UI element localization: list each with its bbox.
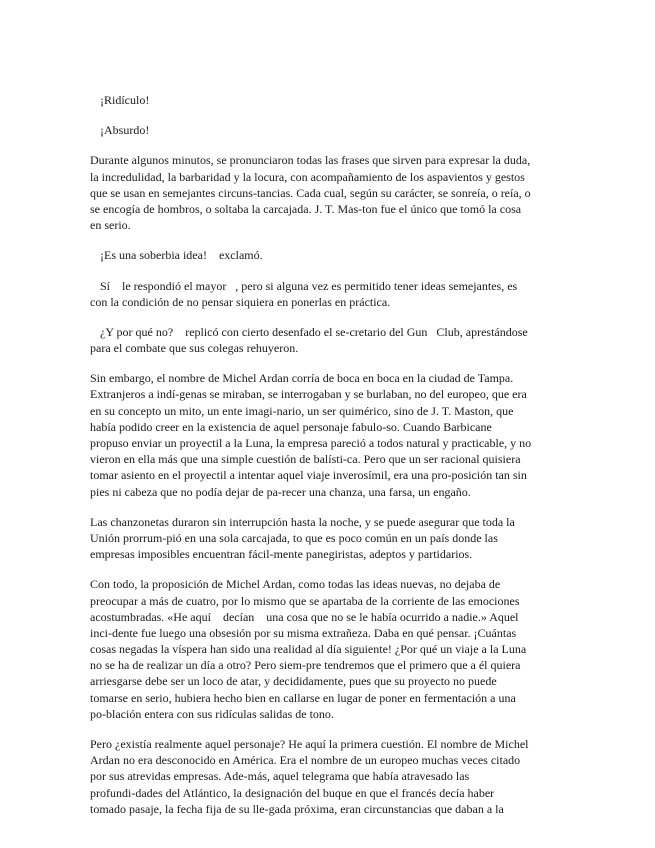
- text-line: cosas negadas la víspera han sido una realidad al día siguiente! ¿Por qué un viaje a la Luna: [90, 642, 527, 657]
- text-line: tomarse en serio, hubiera hecho bien en callarse en lugar de poner en fermentación a una: [90, 690, 516, 705]
- text-line: arriesgarse debe ser un loco de atar, y decididamente, pues que su proyecto no puede: [90, 674, 497, 689]
- text-line: con la condición de no pensar siquiera en ponerlas en práctica.: [90, 294, 391, 309]
- text-line: la incredulidad, la barbaridad y la locura, con acompañamiento de los aspavientos y gestos: [90, 169, 525, 184]
- text-line: ¡Absurdo!: [100, 123, 150, 138]
- paragraph: [90, 278, 562, 310]
- text-line: Las chanzonetas duraron sin interrupción hasta la noche, y se puede asegurar que toda la: [90, 514, 515, 529]
- paragraph: [90, 247, 562, 263]
- text-line: Con todo, la proposición de Michel Ardan, como todas las ideas nuevas, no dejaba de: [90, 577, 501, 592]
- paragraph: [90, 736, 562, 817]
- text-line: Sí le respondió el mayor , pero si alguna vez es permitido tener ideas semejantes, es: [100, 278, 518, 293]
- text-line: propuso enviar un proyectil a la Luna, la empresa pareció a todos natural y practicable, y no: [90, 436, 532, 450]
- paragraph: [90, 92, 562, 108]
- text-line: acostumbradas. «He aquí decían una cosa que no se le había ocurrido a nadie.» Aquel: [90, 609, 519, 624]
- text-line: había podido creer en la existencia de aquel personaje fabulo-so. Cuando Barbicane: [90, 419, 492, 434]
- paragraph: [90, 576, 562, 722]
- text-line: tomado pasaje, la fecha fija de su lle-gada próxima, eran circunstancias que daban a la: [90, 801, 504, 816]
- text-line: po-blación entera con sus ridículas salidas de tono.: [90, 706, 334, 721]
- text-line: que se usan en semejantes circuns-tancias. Cada cual, según su carácter, se sonreía, o reía, o: [90, 185, 531, 200]
- text-line: ¡Ridículo!: [100, 93, 150, 107]
- text-line: tomar asiento en el proyectil a intentar aquel viaje inverosímil, era una pro-posición tan sin: [90, 468, 527, 483]
- text-line: inci-dente fue luego una obsesión por su misma extrañeza. Daba en qué pensar. ¡Cuántas: [90, 625, 517, 640]
- text-line: en serio.: [90, 218, 131, 233]
- paragraph: [90, 370, 562, 500]
- text-line: Sin embargo, el nombre de Michel Ardan corría de boca en boca en la ciudad de Tampa.: [90, 371, 514, 386]
- text-line: se encogía de hombros, o soltaba la carcajada. J. T. Mas-ton fue el único que tomó la cosa: [90, 201, 522, 216]
- text-line: ¡Es una soberbia idea! exclamó.: [100, 248, 263, 263]
- text-line: profundi-dades del Atlántico, la designación del buque en que el francés decía haber: [90, 785, 495, 800]
- text-line: vieron en ella más que una simple cuestión de balísti-ca. Pero que un ser racional quisiera: [90, 452, 521, 467]
- paragraph: [90, 324, 562, 356]
- text-line: no se ha de realizar un día a otro? Pero siem-pre tendremos que el primero que a él quiera: [90, 658, 521, 673]
- text-line: Ardan no era desconocido en América. Era el nombre de un europeo muchas veces citado: [90, 753, 521, 768]
- paragraph: [90, 122, 562, 138]
- text-line: preocupar a más de cuatro, por lo mismo que se apartaba de la corriente de las emociones: [90, 593, 520, 608]
- text-line: para el combate que sus colegas rehuyeron.: [90, 341, 299, 356]
- text-line: Durante algunos minutos, se pronunciaron todas las frases que sirven para expresar la duda,: [90, 153, 531, 168]
- text-line: ¿Y por qué no? replicó con cierto desenfado el se-cretario del Gun Club, aprestándose: [100, 324, 528, 339]
- text-line: por sus atrevidas empresas. Ade-más, aquel telegrama que había atravesado las: [90, 769, 470, 784]
- document-page: [90, 92, 562, 831]
- paragraph: [90, 152, 562, 233]
- text-line: Extranjeros a indí-genas se miraban, se interrogaban y se burlaban, no del europeo, que era: [90, 387, 527, 402]
- text-line: Pero ¿existía realmente aquel personaje? He aquí la primera cuestión. El nombre de Michel: [90, 737, 529, 751]
- paragraph: [90, 514, 562, 563]
- text-line: Unión prorrum-pió en una sola carcajada, to que es poco común en un país donde las: [90, 530, 498, 545]
- text-line: en su concepto un mito, un ente imagi-nario, un ser quimérico, sino de J. T. Maston, que: [90, 403, 514, 418]
- text-line: empresas imposibles encuentran fácil-mente panegiristas, adeptos y partidarios.: [90, 547, 473, 562]
- text-line: pies ni cabeza que no podía dejar de pa-recer una chanza, una farsa, un engaño.: [90, 484, 471, 499]
